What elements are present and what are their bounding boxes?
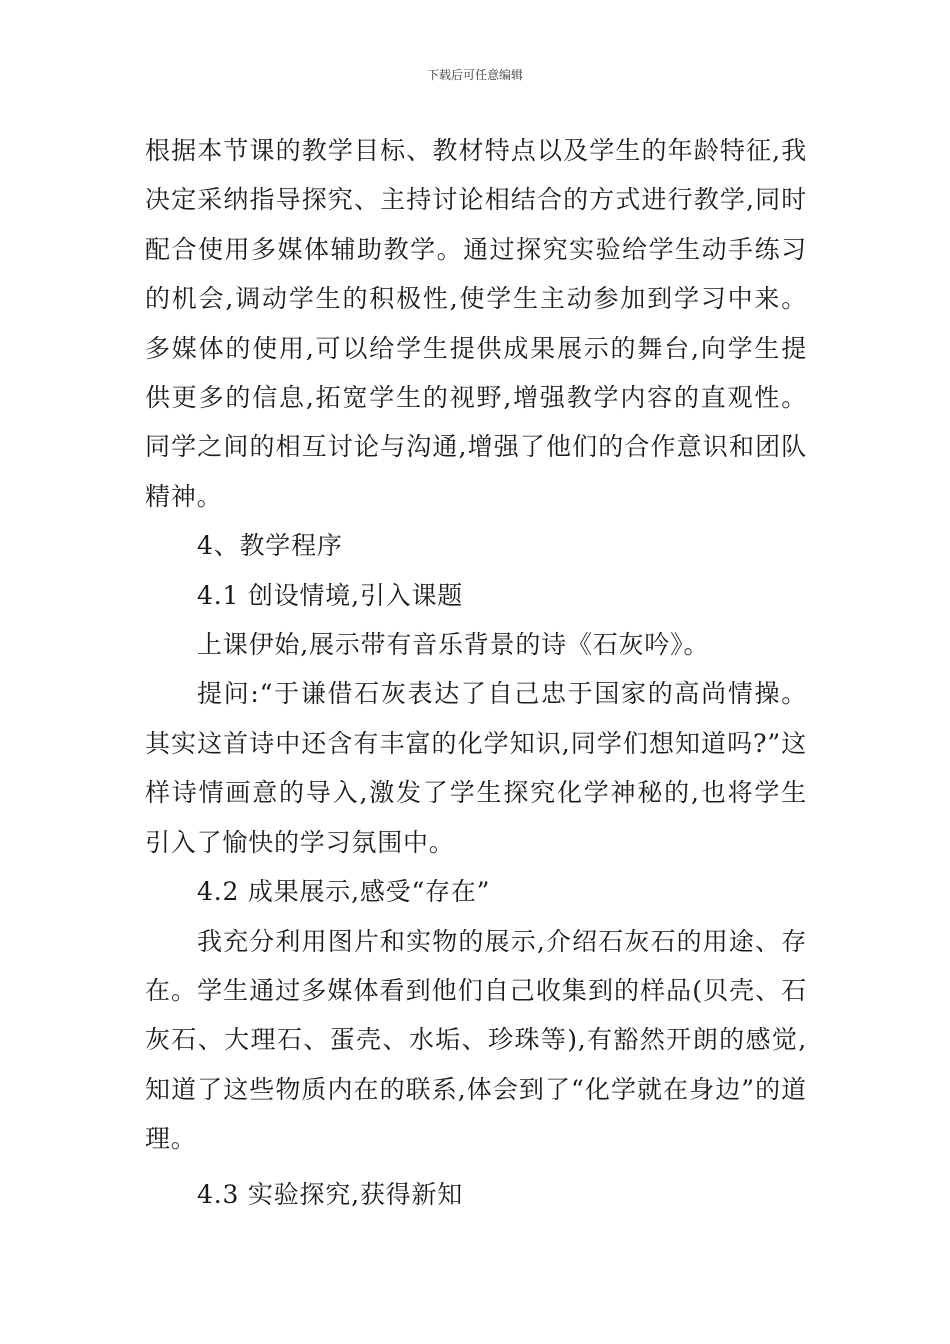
- paragraph-teaching-method: 根据本节课的教学目标、教材特点以及学生的年龄特征,我决定采纳指导探究、主持讨论相结合的方式进行教学,同时配合使用多媒体辅助教学。通过探究实验给学生动手练习的机会,调动学生的积极性,使学生主动参加到学习中来。多媒体的使用,可以给学生提供成果展示的舞台,向学生提供更多的信息,拓宽学生的视野,增强教学内容的直观性。同学之间的相互讨论与沟通,增强了他们的合作意识和团队精神。: [145, 136, 807, 511]
- paragraph-intro: 上课伊始,展示带有音乐背景的诗《石灰吟》。: [197, 630, 710, 660]
- heading-4-3: 4.3 实验探究,获得新知: [197, 1179, 464, 1209]
- heading-4-1: 4.1 创设情境,引入课题: [197, 580, 464, 610]
- document-body: [145, 126, 807, 1219]
- heading-4-2: 4.2 成果展示,感受“存在”: [197, 877, 491, 907]
- heading-teaching-procedure: 4、教学程序: [197, 531, 343, 561]
- paragraph-results: 我充分利用图片和实物的展示,介绍石灰石的用途、存在。学生通过多媒体看到他们自己收集到的样品(贝壳、石灰石、大理石、蛋壳、水垢、珍珠等),有豁然开朗的感觉,知道了这些物质内在的联系,体会到了“化学就在身边”的道理。: [145, 926, 807, 1154]
- page-header-note: 下载后可任意编辑: [426, 68, 523, 82]
- paragraph-question: 提问:“于谦借石灰表达了自己忠于国家的高尚情操。其实这首诗中还含有丰富的化学知识,同学们想知道吗?”这样诗情画意的导入,激发了学生探究化学神秘的,也将学生引入了愉快的学习氛围中。: [145, 679, 807, 857]
